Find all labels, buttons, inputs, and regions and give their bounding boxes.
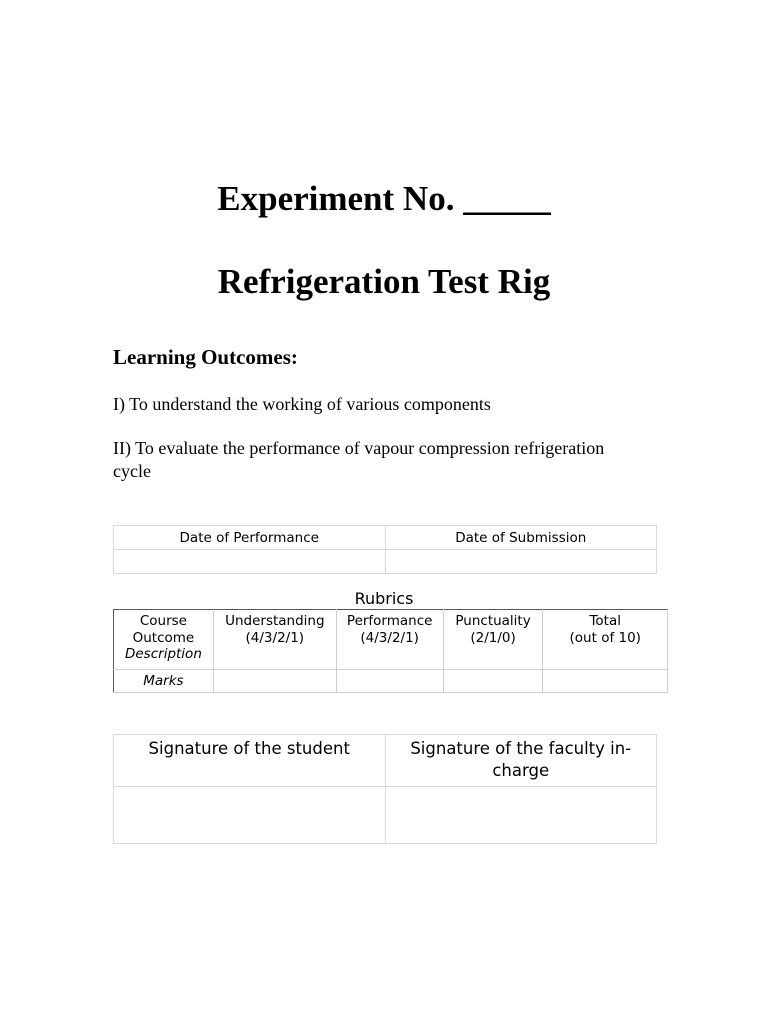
- marks-label: [114, 670, 214, 693]
- signature-table: [113, 734, 657, 844]
- date-of-submission-header: Date of Submission: [385, 526, 657, 550]
- date-of-submission-cell[interactable]: [385, 550, 657, 574]
- faculty-signature-cell[interactable]: [385, 787, 657, 844]
- header-line: (4/3/2/1): [245, 629, 305, 646]
- header-line: (4/3/2/1): [360, 629, 419, 646]
- table-row: [114, 787, 657, 844]
- total-marks-cell[interactable]: [543, 670, 668, 693]
- date-of-performance-cell[interactable]: [114, 550, 386, 574]
- experiment-title: Experiment No. _____: [217, 179, 551, 218]
- header-line: Understanding: [225, 613, 325, 629]
- header-line: (2/1/0): [470, 629, 516, 646]
- table-row: [114, 550, 657, 574]
- header-line: Outcome: [132, 629, 195, 646]
- subject-title: Refrigeration Test Rig: [217, 262, 551, 301]
- understanding-header: [213, 610, 336, 670]
- date-of-performance-header: Date of Performance: [114, 526, 386, 550]
- marks-label-text: Marks: [143, 672, 184, 689]
- table-row: [114, 670, 668, 693]
- performance-header: [336, 610, 443, 670]
- header-line: Performance: [346, 613, 433, 629]
- header-line: Description: [124, 646, 202, 662]
- total-header: [543, 610, 668, 670]
- table-row: [114, 610, 668, 670]
- header-line: (out of 10): [569, 629, 641, 646]
- faculty-signature-header: Signature of the faculty in-charge: [385, 735, 657, 787]
- table-row: [114, 526, 657, 550]
- learning-outcomes-heading: Learning Outcomes:: [113, 345, 298, 369]
- performance-marks-cell[interactable]: [336, 670, 443, 693]
- course-outcome-header: [114, 610, 214, 670]
- header-line: Punctuality: [455, 613, 531, 629]
- learning-outcome-item: II) To evaluate the performance of vapour compression refrigeration cycle: [113, 438, 605, 481]
- table-row: [114, 735, 657, 787]
- header-line: Total: [589, 613, 621, 629]
- dates-table: [113, 525, 657, 574]
- student-signature-cell[interactable]: [114, 787, 386, 844]
- rubrics-table: [113, 609, 668, 693]
- rubrics-caption: Rubrics: [354, 589, 414, 608]
- understanding-marks-cell[interactable]: [213, 670, 336, 693]
- punctuality-marks-cell[interactable]: [443, 670, 543, 693]
- learning-outcome-item: I) To understand the working of various components: [113, 394, 491, 414]
- student-signature-header: Signature of the student: [114, 735, 386, 787]
- header-line: Course: [139, 613, 187, 629]
- punctuality-header: [443, 610, 543, 670]
